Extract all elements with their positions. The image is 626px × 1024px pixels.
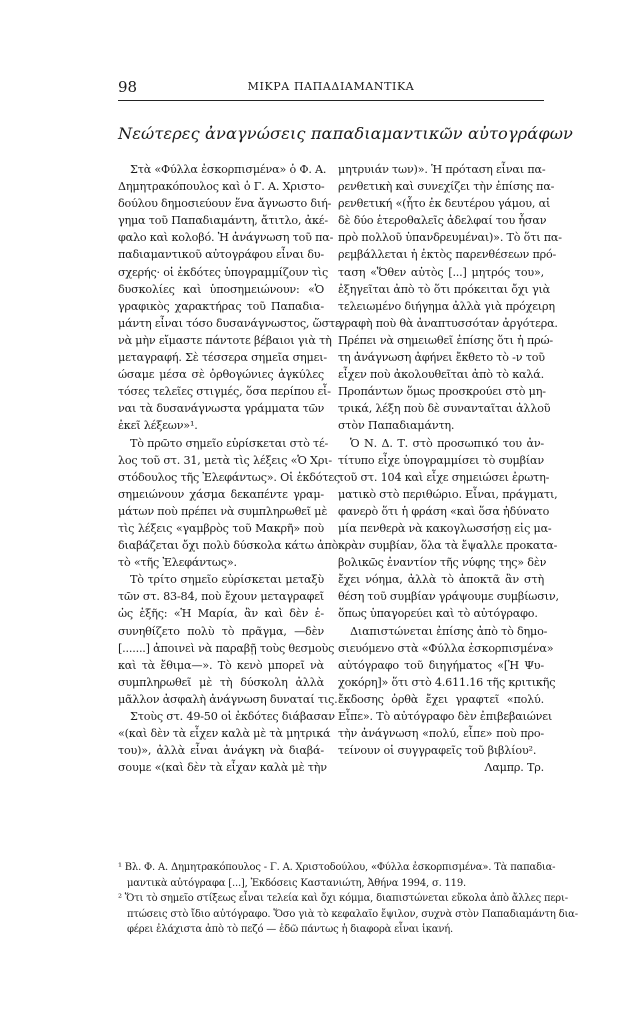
text-line: ἔχει νόημα, ἀλλὰ τὸ ἀποκτᾶ ἂν στὴ (338, 573, 544, 587)
header-rule (118, 100, 544, 101)
footnotes (118, 860, 578, 938)
text-line: χοκόρη]» ὅτι στὸ 4.611.16 τῆς κριτικῆς (338, 675, 556, 689)
text-line: τὸ «τῆς Ἐλεφάντως». (118, 556, 237, 570)
text-line: συμπληρωθεῖ μὲ τὴ δύσκολη ἀλλὰ (118, 675, 324, 689)
running-head: ΜΙΚΡΑ ΠΑΠΑΔΙΑΜΑΝΤΙΚΑ (247, 80, 415, 93)
page-number: 98 (118, 78, 138, 96)
text-line: ταση «Ὅθεν αὐτὸς [...] μητρός του», (338, 265, 544, 279)
text-line: Τὸ τρίτο σημεῖο εὑρίσκεται μεταξὺ (130, 573, 324, 587)
text-line: δυσκολίες καὶ ὑποσημειώνουν: «Ὁ (118, 282, 324, 296)
text-line: μάτων ποὺ πρέπει νὰ συμπληρωθεῖ μὲ (118, 504, 328, 518)
text-line: γημα τοῦ Παπαδιαμάντη, ἄτιτλο, ἀκέ- (118, 214, 328, 228)
text-line: μία πενθερὰ νὰ κακογλωσσήσῃ εἰς μα- (338, 521, 552, 535)
text-line: τόσες τελεῖες στιγμές, ὅσα περίπου εἶ- (118, 385, 331, 399)
text-line: σημειώνουν χάσμα δεκαπέντε γραμ- (118, 487, 324, 501)
text-line: μεταγραφή. Σὲ τέσσερα σημεῖα σημει- (118, 351, 327, 365)
text-line: μάντη εἶναι τόσο δυσανάγνωστος, ὥστε (118, 316, 341, 330)
text-line: αὐτόγραφο τοῦ διηγήματος «[Ἡ Ψυ- (338, 658, 544, 672)
text-line: ὡς ἑξῆς: «Ἡ Μαρία, ἂν καὶ δὲν ἐ- (118, 607, 324, 621)
text-line: ρενθετική «(ἦτο ἐκ δευτέρου γάμου, αἱ (338, 197, 551, 211)
footnote-line: πτώσεις στὸ ἴδιο αὐτόγραφο. Ὅσο γιὰ τὸ κεφαλαῖο ἔψιλον, συχνὰ στὸν Παπαδιαμάντη δια- (127, 908, 578, 920)
text-line: Ὁ Ν. Δ. Τ. στὸ προσωπικό του ἀν- (350, 436, 544, 450)
text-line: Δημητρακόπουλος καὶ ὁ Γ. Α. Χριστο- (118, 180, 325, 194)
text-line: καὶ τὰ ἔθιμα—». Τὸ κενὸ μπορεῖ νὰ (118, 658, 324, 672)
article-title: Νεώτερες ἀναγνώσεις παπαδιαμαντικῶν αὐτογράφων (118, 124, 573, 143)
text-line: τείνουν οἱ συγγραφεῖς τοῦ βιβλίου². (338, 744, 537, 758)
text-line: δὲ δύο ἑτεροθαλεῖς ἀδελφαί του ἦσαν (338, 214, 547, 228)
text-line: τοῦ στ. 104 καὶ εἶχε σημειώσει ἐρωτη- (338, 470, 550, 484)
text-line: διαβάζεται ὄχι πολὺ δύσκολα κάτω ἀπὸ (118, 539, 339, 553)
text-line: τὶς λέξεις «γαμβρὸς τοῦ Μακρῆ» ποὺ (118, 521, 324, 535)
text-line: νὰ μὴν εἴμαστε πάντοτε βέβαιοι γιὰ τὴ (118, 333, 332, 347)
text-line: θέση τοῦ συμβίαν γράψουμε συμβίωσιν, (338, 590, 559, 604)
footnote-line: φέρει ἐλάχιστα ἀπὸ τὸ πεζό — ἐδῶ πάντως ἡ διαφορὰ εἶναι ἱκανή. (127, 924, 453, 935)
text-line: Στὰ «Φύλλα ἐσκορπισμένα» ὁ Φ. Α. (130, 163, 327, 176)
text-line: ματικὸ στὸ περιθώριο. Εἶναι, πράγματι, (338, 487, 558, 501)
text-line: ναι τὰ δυσανάγνωστα γράμματα τῶν (118, 402, 325, 416)
text-line: ἐκεῖ λέξεων»¹. (118, 419, 198, 433)
text-line: ὅπως ὑπαγορεύει καὶ τὸ αὐτόγραφο. (338, 607, 538, 621)
text-line: [.......] ἀποινεὶ νὰ παραβῇ τοὺς θεσμοὺς (118, 641, 335, 655)
text-line: μητρυιάν των)». Ἡ πρόταση εἶναι πα- (338, 163, 546, 176)
text-line: ώσαμε μέσα σὲ ὀρθογώνιες ἀγκύλες (118, 368, 324, 382)
text-line: μᾶλλον ἀσφαλὴ ἀνάγνωση δυναταί τις. (118, 692, 338, 706)
text-line: γραφὴ ποὺ θὰ ἀναπτυσσόταν ἀργότερα. (338, 316, 558, 330)
text-line: σχερής· οἱ ἐκδότες ὑπογραμμίζουν τὶς (118, 265, 329, 279)
text-line: Διαπιστώνεται ἐπίσης ἀπὸ τὸ δημο- (350, 624, 548, 638)
text-line: Τὸ πρῶτο σημεῖο εὑρίσκεται στὸ τέ- (130, 436, 329, 450)
text-line: τὴν ἀνάγνωση «πολύ, εἶπε» ποὺ προ- (338, 727, 544, 741)
text-line: φανερὸ ὅτι ἡ φράση «καὶ ὅσα ἠδύνατο (338, 504, 550, 518)
footnote-line: ¹ Βλ. Φ. Α. Δημητρακόπουλος - Γ. Α. Χριστοδούλου, «Φύλλα ἐσκορπισμένα». Τὰ παπαδια- (118, 862, 556, 873)
text-line: τίτυπο εἶχε ὑπογραμμίσει τὸ συμβίαν (338, 453, 544, 467)
text-line: Εἶπε». Τὸ αὐτόγραφο δὲν ἐπιβεβαιώνει (338, 710, 553, 723)
text-line: τῶν στ. 83-84, ποὺ ἔχουν μεταγραφεῖ (118, 590, 324, 604)
text-line: πρὸ πολλοῦ ὑπανδρευμέναι)». Τὸ ὅτι πα- (338, 231, 562, 245)
text-line: ἔκδοσης ὀρθὰ ἔχει γραφτεῖ «πολύ. (338, 692, 544, 706)
text-line: δούλου δημοσιεύουν ἕνα ἄγνωστο διή- (118, 197, 332, 211)
text-line: παδιαμαντικοῦ αὐτογράφου εἶναι δυ- (118, 248, 324, 262)
text-line: λος τοῦ στ. 31, μετὰ τὶς λέξεις «Ὁ Χρι- (118, 453, 332, 467)
text-line: Λαμπρ. Τρ. (484, 761, 544, 775)
text-line: συνηθίζετο πολὺ τὸ πρᾶγμα, —δὲν (118, 624, 324, 638)
text-line: εἶχεν ποὺ ἀκολουθεῖται ἀπὸ τὸ καλά. (338, 368, 544, 382)
footnote-line: μαντικὰ αὐτόγραφα [...], Ἐκδόσεις Καστανιώτη, Ἀθήνα 1994, σ. 119. (127, 877, 466, 889)
text-line: βολικῶς ἐναντίον τῆς νύφης της» δὲν (338, 556, 547, 570)
text-line: τη ἀνάγνωση ἀφήνει ἔκθετο τὸ -ν τοῦ (338, 351, 545, 365)
text-line: γραφικὸς χαρακτήρας τοῦ Παπαδια- (118, 299, 324, 313)
text-line: ἐξηγεῖται ἀπὸ τὸ ὅτι πρόκειται ὄχι γιὰ (338, 282, 550, 296)
text-line: κρὰν συμβίαν, ὅλα τὰ ἔψαλλε προκατα- (338, 539, 558, 553)
page-header (118, 78, 544, 102)
right-column (338, 161, 562, 776)
text-line: στὸν Παπαδιαμάντη. (338, 419, 455, 433)
text-line: ρενθετικὴ καὶ συνεχίζει τὴν ἐπίσης πα- (338, 180, 555, 194)
text-line: σιευόμενο στὰ «Φύλλα ἐσκορπισμένα» (338, 641, 554, 655)
text-line: Προπάντων ὅμως προσκρούει στὸ μη- (338, 385, 546, 399)
text-line: Πρέπει νὰ σημειωθεῖ ἐπίσης ὅτι ἡ πρώ- (338, 333, 553, 347)
text-line: του)», ἀλλὰ εἶναι ἀνάγκη νὰ διαβά- (118, 744, 324, 758)
text-line: τρικά, λέξη ποὺ δὲ συνανταῖται ἀλλοῦ (338, 402, 551, 416)
text-line: στόδουλος τῆς Ἐλεφάντως». Οἱ ἐκδότες (118, 470, 340, 484)
text-line: φαλο καὶ κολοβό. Ἡ ἀνάγνωση τοῦ πα- (118, 231, 334, 245)
text-line: σουμε «(καὶ δὲν τὰ εἶχαν καλὰ μὲ τὴν (118, 761, 327, 775)
text-line: Στοὺς στ. 49-50 οἱ ἐκδότες διάβασαν (130, 710, 335, 723)
left-column (118, 161, 341, 776)
text-line: ρεμβάλλεται ἡ ἐκτὸς παρενθέσεων πρό- (338, 248, 557, 262)
text-line: «(καὶ δὲν τὰ εἶχεν καλὰ μὲ τὰ μητρικά (118, 727, 331, 741)
footnote-line: ² Ὅτι τὸ σημεῖο στίξεως εἶναι τελεία καὶ ὄχι κόμμα, διαπιστώνεται εὔκολα ἀπὸ ἄλλες περι- (118, 893, 568, 904)
text-line: τελειωμένο διήγημα ἀλλὰ γιὰ πρόχειρη (338, 299, 555, 313)
